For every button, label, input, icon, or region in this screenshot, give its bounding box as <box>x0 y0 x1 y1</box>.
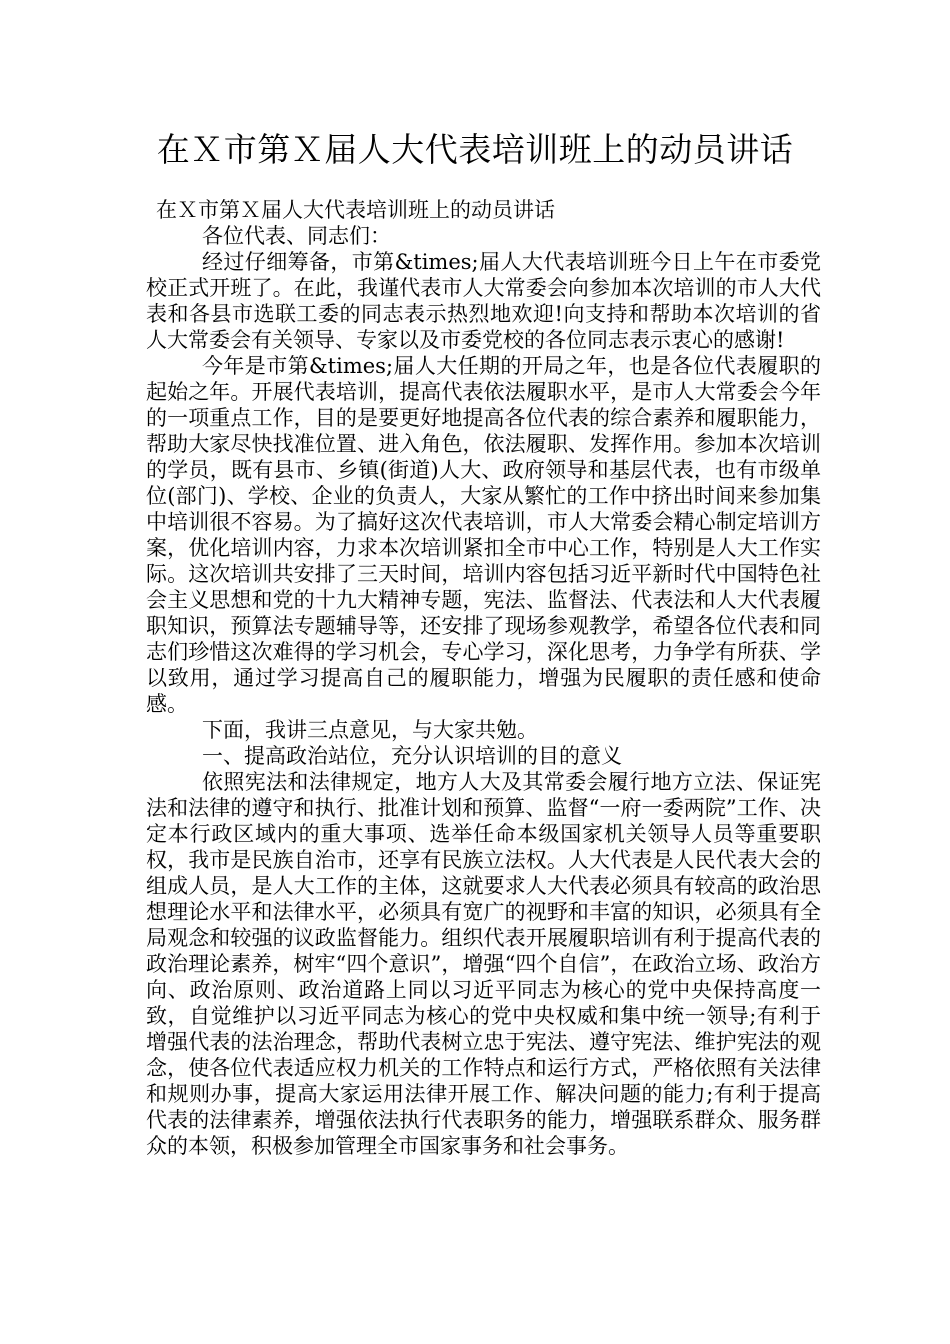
paragraph-intro: 下面，我讲三点意见，与大家共勉。 <box>202 718 538 742</box>
paragraph-training-overview: 今年是市第&times;届人大任期的开局之年，也是各位代表履职的起始之年。开展代表培训，提高代表依法履职水平，是市人大常委会今年的一项重点工作，目的是要更好地提高各位代表的综合素养和履职能力，帮助大家尽快找准位置、进入角色，依法履职、发挥作用。参加本次培训的学员，既有县市、乡镇(街道)人大、政府领导和基层代表，也有市级单位(部门)、学校、企业的负责人，大家从繁忙的工作中挤出时间来参加集中培训很不容易。为了搞好这次代表培训，市人大常委会精心制定培训方案，优化培训内容，力求本次培训紧扣全市中心工作，特别是人大工作实际。这次培训共安排了三天时间，培训内容包括习近平新时代中国特色社会主义思想和党的十九大精神专题，宪法、监督法、代表法和人大代表履职知识，预算法专题辅导等，还安排了现场参观教学，希望各位代表和同志们珍惜这次难得的学习机会，专心学习，深化思考，力争学有所获、学以致用，通过学习提高自己的履职能力，增强为民履职的责任感和使命感。 <box>146 354 821 716</box>
document-title: 在Ｘ市第Ｘ届人大代表培训班上的动员讲话 <box>156 130 794 169</box>
section-heading-1: 一、提高政治站位，充分认识培训的目的意义 <box>202 744 622 768</box>
salutation: 各位代表、同志们： <box>202 224 391 248</box>
paragraph-welcome: 经过仔细筹备，市第&times;届人大代表培训班今日上午在市委党校正式开班了。在此，我谨代表市人大常委会向参加本次培训的市人大代表和各县市选联工委的同志表示热烈地欢迎!向支持和帮助本次培训的省人大常委会有关领导、专家以及市委党校的各位同志表示衷心的感谢! <box>146 250 821 352</box>
document-body <box>146 197 821 1159</box>
paragraph-section-1: 依照宪法和法律规定，地方人大及其常委会履行地方立法、保证宪法和法律的遵守和执行、批准计划和预算、监督“一府一委两院”工作、决定本行政区域内的重大事项、选举任命本级国家机关领导人员等重要职权，我市是民族自治市，还享有民族立法权。人大代表是人民代表大会的组成人员，是人大工作的主体，这就要求人大代表必须具有较高的政治思想理论水平和法律水平，必须具有宽广的视野和丰富的知识，必须具有全局观念和较强的议政监督能力。组织代表开展履职培训有利于提高代表的政治理论素养，树牢“四个意识”，增强“四个自信”，在政治立场、政治方向、政治原则、政治道路上同以习近平同志为核心的党中央保持高度一致，自觉维护以习近平同志为核心的党中央权威和集中统一领导;有利于增强代表的法治理念，帮助代表树立忠于宪法、遵守宪法、维护宪法的观念，使各位代表适应权力机关的工作特点和运行方式，严格依照有关法律和规则办事，提高大家运用法律开展工作、解决问题的能力;有利于提高代表的法律素养，增强依法执行代表职务的能力，增强联系群众、服务群众的本领，积极参加管理全市国家事务和社会事务。 <box>146 770 821 1158</box>
document-subtitle: 在Ｘ市第Ｘ届人大代表培训班上的动员讲话 <box>156 198 555 222</box>
